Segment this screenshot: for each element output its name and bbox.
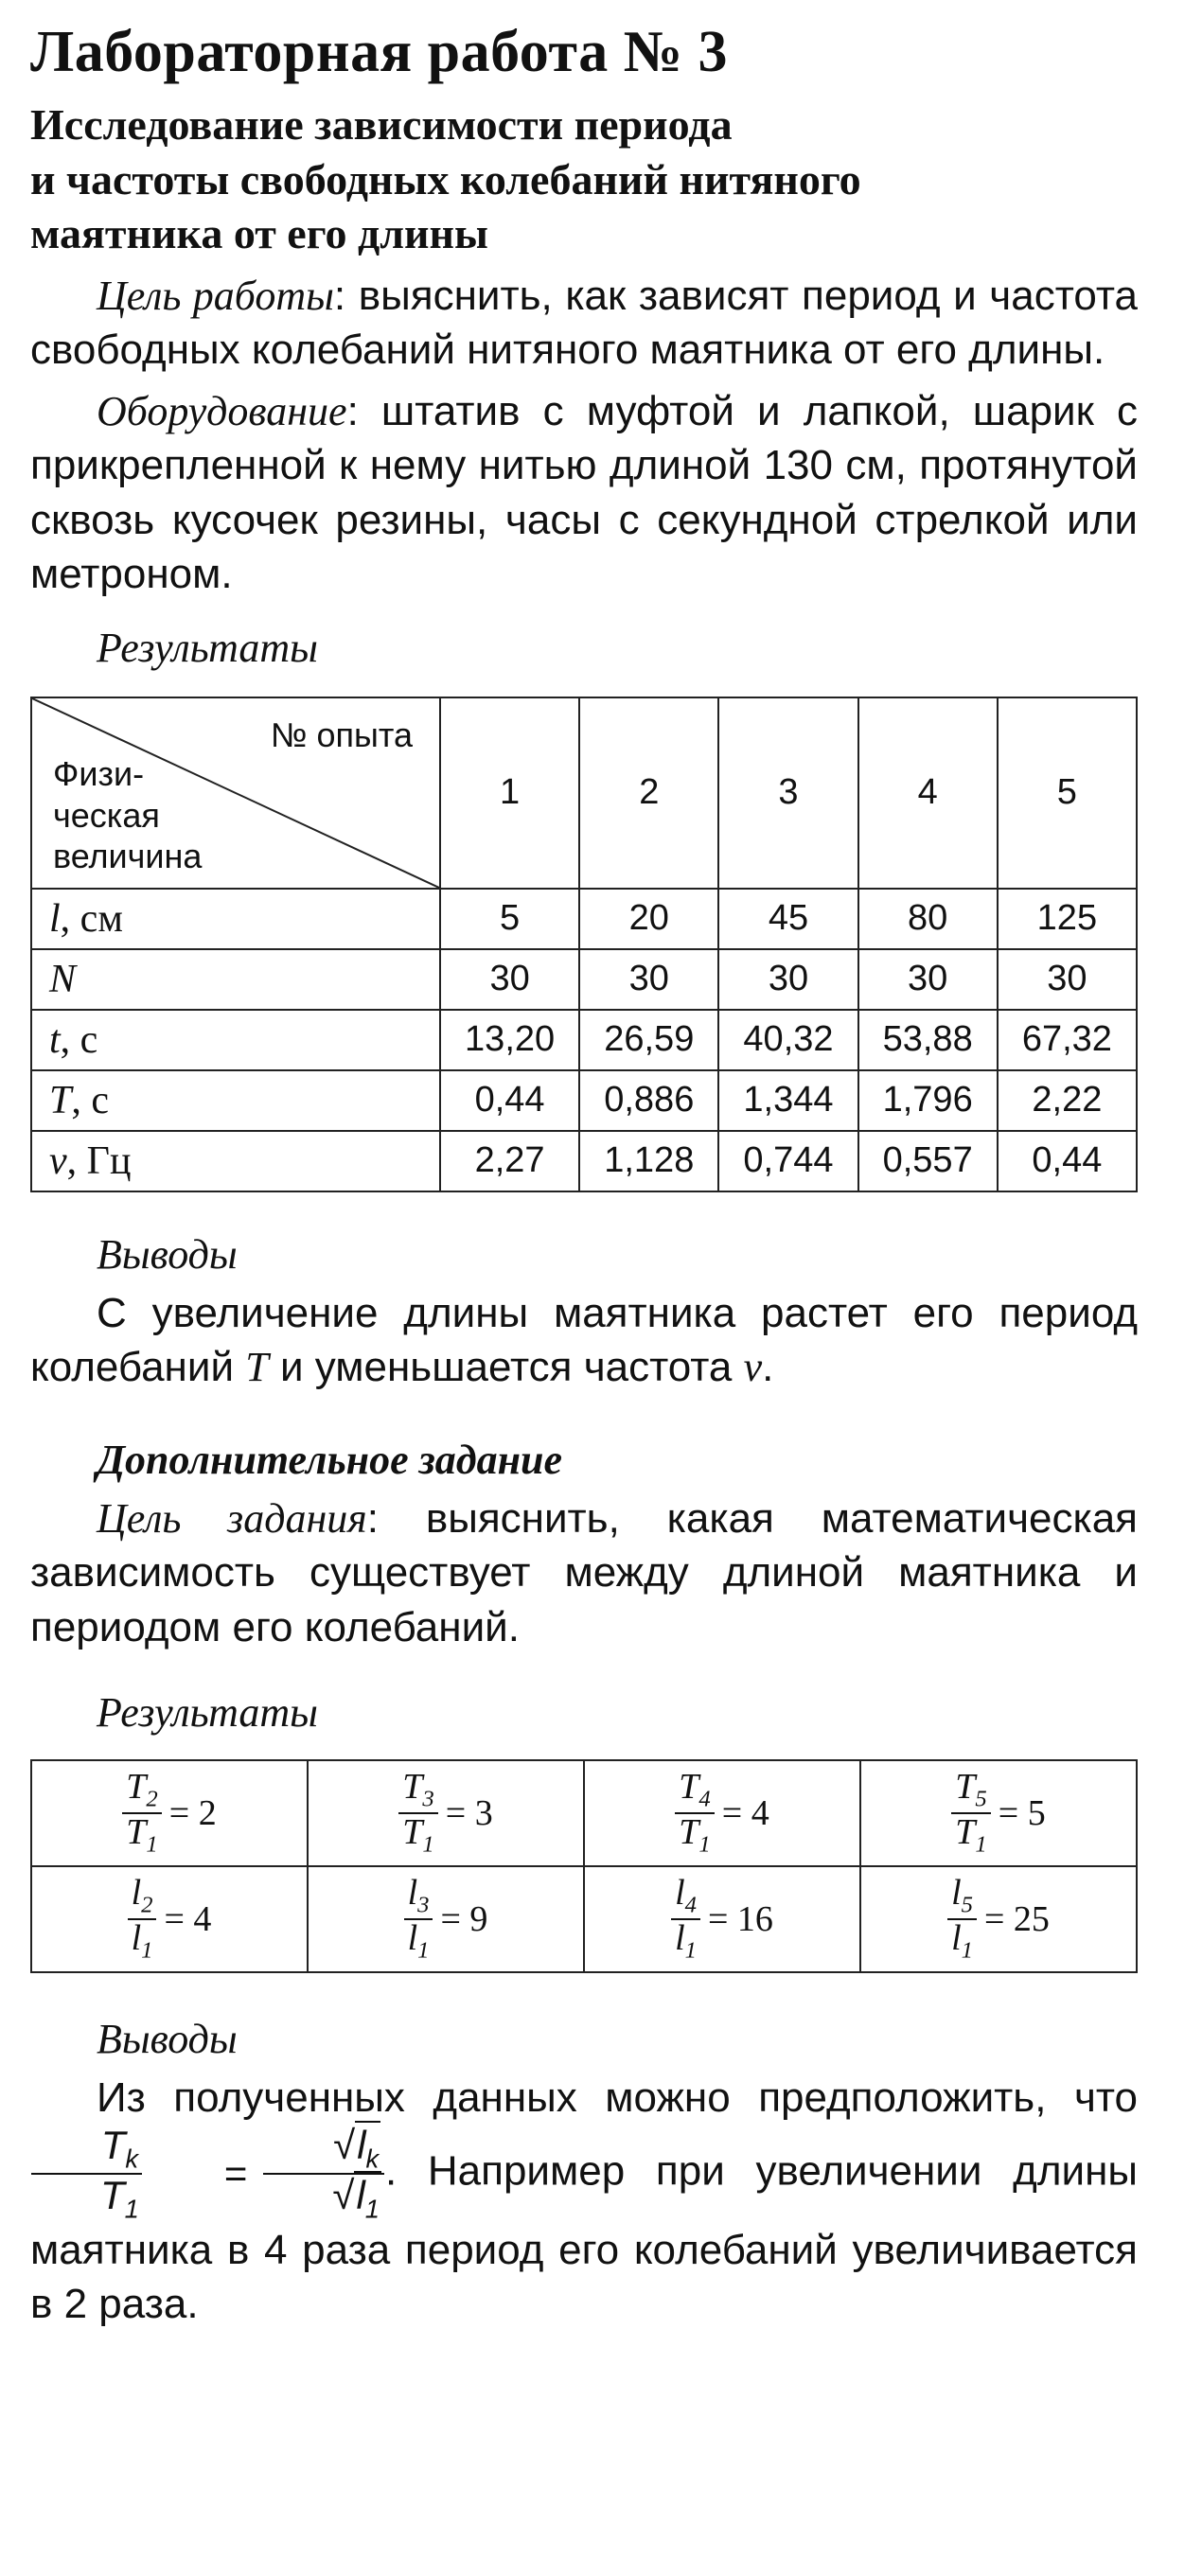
- results-heading: Результаты: [97, 624, 318, 671]
- fraction: $\frac{T_3}{T_1}$: [398, 1769, 437, 1857]
- quantity-unit: , см: [60, 896, 123, 941]
- fraction: $\frac{l_4}{l_1}$: [671, 1875, 700, 1963]
- quantity-symbol: T: [49, 1078, 72, 1122]
- goal-paragraph: [30, 269, 1138, 377]
- table-cell: 1,344: [718, 1070, 857, 1131]
- table-cell: 2,27: [440, 1131, 579, 1191]
- ratio-cell: [308, 1866, 584, 1972]
- conclusions-heading: Выводы: [97, 1230, 238, 1278]
- subtitle-line: маятника от его длины: [30, 209, 488, 258]
- goal-text: : выяснить, как зависят период и частота свободных колебаний нитяного маятника от его длины.: [30, 272, 1138, 373]
- quantity-unit: , с: [60, 1017, 98, 1062]
- table-cell: 1,128: [579, 1131, 718, 1191]
- table-cell: 40,32: [718, 1010, 857, 1070]
- column-header: 4: [858, 697, 998, 889]
- ratio-value: = 4: [164, 1898, 212, 1939]
- results-heading-2: Результаты: [97, 1688, 318, 1736]
- table-cell: 5: [440, 889, 579, 949]
- row-quantity: [31, 1131, 440, 1191]
- fraction: $\frac{l_3}{l_1}$: [404, 1875, 433, 1963]
- ratio-value: = 2: [168, 1792, 217, 1833]
- ratio-cell: [308, 1760, 584, 1866]
- subtitle-line: и частоты свободных колебаний нитяного: [30, 154, 861, 203]
- quantity-unit: , с: [71, 1078, 110, 1122]
- row-quantity: [31, 1070, 440, 1131]
- table-cell: 30: [998, 949, 1137, 1010]
- period-symbol: T: [245, 1344, 269, 1391]
- table-cell: 45: [718, 889, 857, 949]
- table-cell: 13,20: [440, 1010, 579, 1070]
- table-cell: 1,796: [858, 1070, 998, 1131]
- row-quantity: [31, 1010, 440, 1070]
- table-header-row: [31, 697, 1137, 889]
- table-cell: 30: [718, 949, 857, 1010]
- table-row: [31, 1131, 1137, 1191]
- conclusions-heading-2: Выводы: [97, 2015, 238, 2062]
- fraction: $\frac{l_5}{l_1}$: [947, 1875, 977, 1963]
- ratio-cell: [584, 1760, 860, 1866]
- corner-bottom-line: величина: [53, 836, 203, 875]
- table-corner-cell: [31, 697, 440, 889]
- quantity-symbol: N: [49, 957, 77, 1001]
- corner-bottom-line: ческая: [53, 795, 160, 835]
- ratio-value: = 25: [983, 1898, 1050, 1939]
- goal-label: Цель работы: [97, 272, 334, 319]
- conclusion2-text-before: Из полученных данных можно предположить, что: [97, 2073, 1138, 2121]
- extra-goal-label: Цель задания: [97, 1495, 367, 1543]
- quantity-symbol: l: [49, 896, 61, 941]
- table-row: [31, 1010, 1137, 1070]
- table-cell: 26,59: [579, 1010, 718, 1070]
- table-cell: 0,557: [858, 1131, 998, 1191]
- ratio-row-length: [31, 1866, 1137, 1972]
- table-row: [31, 1070, 1137, 1131]
- table-cell: 0,744: [718, 1131, 857, 1191]
- table-cell: 30: [579, 949, 718, 1010]
- results-table: [30, 697, 1138, 1192]
- ratio-value: = 3: [445, 1792, 493, 1833]
- quantity-symbol: t: [49, 1017, 61, 1062]
- table-cell: 0,886: [579, 1070, 718, 1131]
- ratio-value: = 9: [440, 1898, 488, 1939]
- conclusion2-text-after: . Например при увеличении длины маятника в 4 раза период его колебаний увеличивается в 2 раза.: [30, 2147, 1138, 2328]
- extra-goal-text: : выяснить, какая математическая зависимость существует между длиной маятника и периодом его колебаний.: [30, 1495, 1138, 1650]
- table-cell: 2,22: [998, 1070, 1137, 1131]
- extra-goal-paragraph: [30, 1491, 1138, 1654]
- extra-task-heading: Дополнительное задание: [97, 1437, 563, 1484]
- corner-bottom-label: [53, 753, 202, 876]
- ratio-row-period: [31, 1760, 1137, 1866]
- table-cell: 67,32: [998, 1010, 1137, 1070]
- conclusion-text: и уменьшается частота: [268, 1344, 744, 1391]
- column-header: 2: [579, 697, 718, 889]
- ratio-cell: [31, 1866, 308, 1972]
- ratio-cell: [860, 1760, 1137, 1866]
- column-header: 1: [440, 697, 579, 889]
- table-cell: 30: [440, 949, 579, 1010]
- conclusion2-paragraph: [30, 2071, 1138, 2332]
- corner-top-label: № опыта: [270, 715, 413, 754]
- table-cell: 0,44: [998, 1131, 1137, 1191]
- fraction: $\frac{T_4}{T_1}$: [675, 1769, 714, 1857]
- table-cell: 125: [998, 889, 1137, 949]
- ratio-cell: [31, 1760, 308, 1866]
- equipment-paragraph: [30, 384, 1138, 601]
- quantity-unit: , Гц: [66, 1138, 132, 1183]
- table-cell: 0,44: [440, 1070, 579, 1131]
- corner-bottom-line: Физи-: [53, 754, 145, 794]
- conclusion-text: С увеличение длины маятника растет его период колебаний: [30, 1289, 1138, 1391]
- column-header: 5: [998, 697, 1137, 889]
- ratio-table: [30, 1759, 1138, 1973]
- row-quantity: [31, 949, 440, 1010]
- page: [30, 19, 1138, 2332]
- sqrt-ratio-formula: $\frac{T_k}{T_1}$ = $\frac{√l_k}{√l_1}$: [30, 2125, 385, 2223]
- page-title: Лабораторная работа № 3: [30, 20, 729, 84]
- conclusion-text: .: [762, 1344, 774, 1391]
- fraction: $\frac{T_2}{T_1}$: [122, 1769, 161, 1857]
- ratio-value: = 4: [721, 1792, 769, 1833]
- row-quantity: [31, 889, 440, 949]
- column-header: 3: [718, 697, 857, 889]
- equipment-text: : штатив с муфтой и лапкой, шарик с прикрепленной к нему нитью длиной 130 см, протянутой сквозь кусочек резины, часы с секундной стрелкой или метроном.: [30, 388, 1138, 597]
- frequency-symbol: ν: [743, 1344, 763, 1391]
- ratio-value: = 5: [998, 1792, 1046, 1833]
- conclusion-paragraph: [30, 1286, 1138, 1394]
- table-row: [31, 889, 1137, 949]
- quantity-symbol: ν: [49, 1138, 67, 1183]
- table-cell: 30: [858, 949, 998, 1010]
- table-cell: 20: [579, 889, 718, 949]
- table-cell: 53,88: [858, 1010, 998, 1070]
- ratio-cell: [860, 1866, 1137, 1972]
- subtitle-line: Исследование зависимости периода: [30, 100, 733, 150]
- table-cell: 80: [858, 889, 998, 949]
- ratio-cell: [584, 1866, 860, 1972]
- subtitle: [30, 97, 1138, 261]
- fraction: $\frac{l_2}{l_1}$: [128, 1875, 157, 1963]
- fraction: $\frac{T_5}{T_1}$: [951, 1769, 990, 1857]
- ratio-value: = 16: [707, 1898, 773, 1939]
- equipment-label: Оборудование: [97, 388, 347, 435]
- table-row: [31, 949, 1137, 1010]
